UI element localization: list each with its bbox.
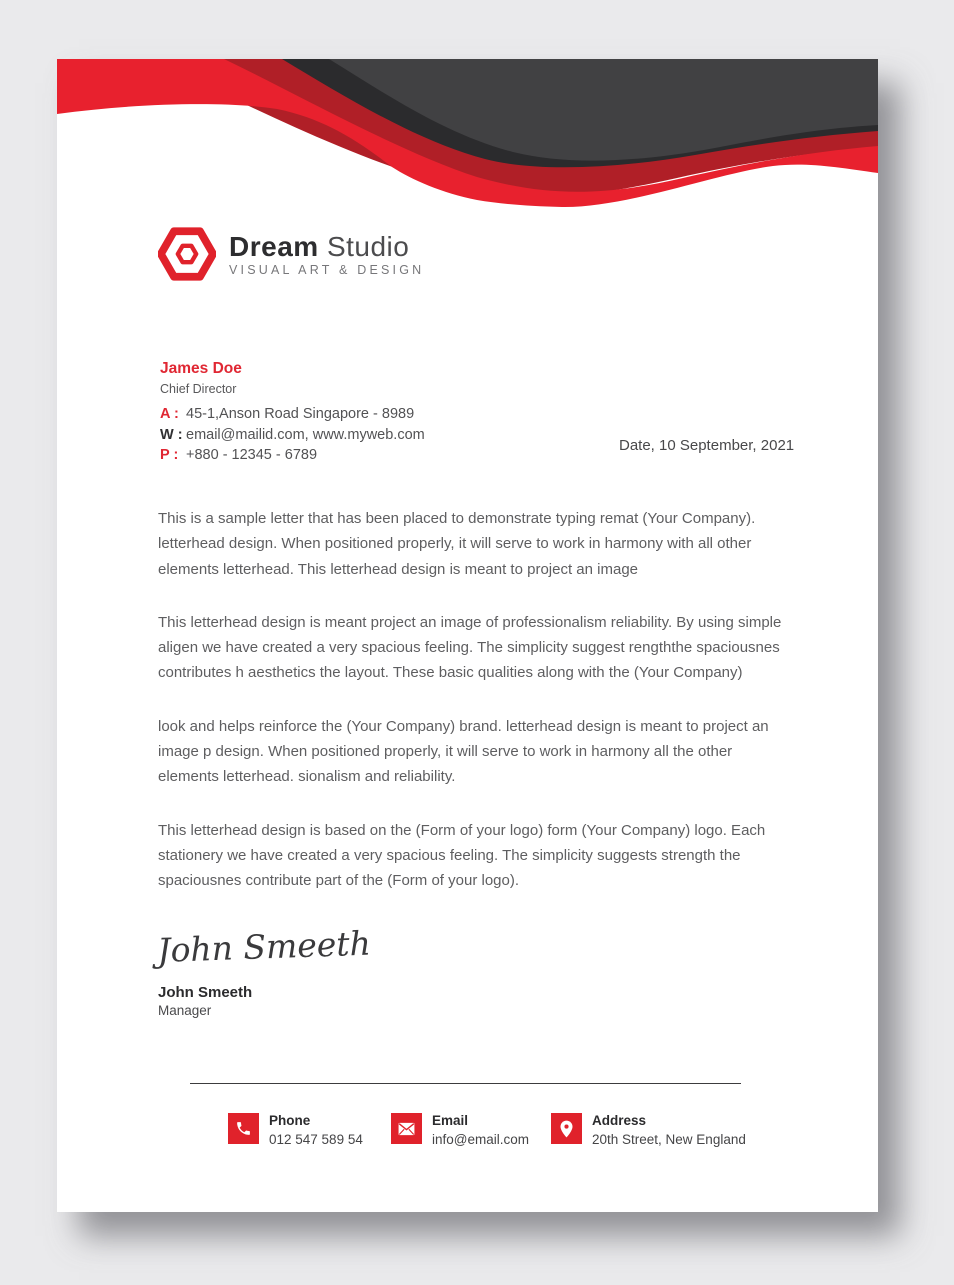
sender-address-line <box>160 404 425 425</box>
footer-address-label: Address <box>592 1113 647 1128</box>
address-icon <box>551 1113 582 1144</box>
sender-contact-lines <box>160 404 425 466</box>
company-name-light: Studio <box>318 230 410 262</box>
logo-text <box>229 232 424 277</box>
sender-web: email@mailid.com, www.myweb.com <box>186 426 425 443</box>
sender-block <box>160 360 425 466</box>
sender-phone: +880 - 12345 - 6789 <box>186 447 318 463</box>
sender-name: James Doe <box>160 360 242 377</box>
company-tagline: VISUAL ART & DESIGN <box>229 262 425 277</box>
hexagon-logo-icon <box>158 226 216 282</box>
date-line: Date, 10 September, 2021 <box>619 437 795 454</box>
sender-phone-line <box>160 445 425 466</box>
footer-address-texts <box>592 1110 746 1149</box>
footer-phone-value: 012 547 589 54 <box>269 1132 363 1147</box>
footer-email-item <box>391 1110 556 1149</box>
footer-contact-row <box>228 1110 746 1149</box>
web-label: W : <box>160 426 183 443</box>
paragraph-1: This is a sample letter that has been placed to demonstrate typing remat (Your Company). letterhead design. When positioned properly, it will serve to work in harmony with all other elements letterhead. This letterhead design is meant to project an image <box>158 510 756 578</box>
footer-divider <box>190 1083 741 1084</box>
footer-address-item <box>551 1110 746 1149</box>
footer-phone-label: Phone <box>269 1113 311 1128</box>
footer-email-value: info@email.com <box>432 1132 529 1147</box>
footer-phone-texts <box>269 1110 363 1149</box>
company-name <box>229 232 424 262</box>
email-icon <box>391 1113 422 1144</box>
phone-icon <box>228 1113 259 1144</box>
sender-address: 45-1,Anson Road Singapore - 8989 <box>186 406 415 422</box>
signature-block <box>156 923 372 1018</box>
footer-email-texts <box>432 1110 529 1149</box>
company-logo <box>158 226 424 282</box>
phone-label: P : <box>160 447 179 463</box>
paragraph-3: look and helps reinforce the (Your Company) brand. letterhead design is meant to project an image p design. When positioned properly, it will serve to work in harmony all the other elements letterhead. sionalism and reliability. <box>158 717 769 786</box>
letterhead-page <box>57 59 878 1212</box>
signer-role: Manager <box>158 1003 212 1018</box>
letter-body <box>158 506 782 922</box>
paragraph-2: This letterhead design is meant project an image of professionalism reliability. By using simple aligen we have created a very spacious feeling. The simplicity suggest rengththe spaciousnes contributes h aesthetics the layout. These basic qualities along with the (Your Company) <box>158 613 782 682</box>
footer-address-value: 20th Street, New England <box>592 1132 746 1147</box>
paragraph-4: This letterhead design is based on the (Form of your logo) form (Your Company) logo. Each stationery we have created a very spacious feeling. The simplicity suggests strength the spaciousnes contribute part of the (Form of your logo). <box>158 821 766 890</box>
company-name-bold: Dream <box>229 230 319 262</box>
sender-title: Chief Director <box>160 382 237 396</box>
address-label: A : <box>160 406 179 422</box>
sender-web-line <box>160 425 425 446</box>
footer-phone-item <box>228 1110 393 1149</box>
signer-name: John Smeeth <box>158 984 253 1001</box>
handwritten-signature: John Smeeth <box>156 923 372 970</box>
header-wave-graphic <box>57 59 878 235</box>
footer-email-label: Email <box>432 1113 469 1128</box>
